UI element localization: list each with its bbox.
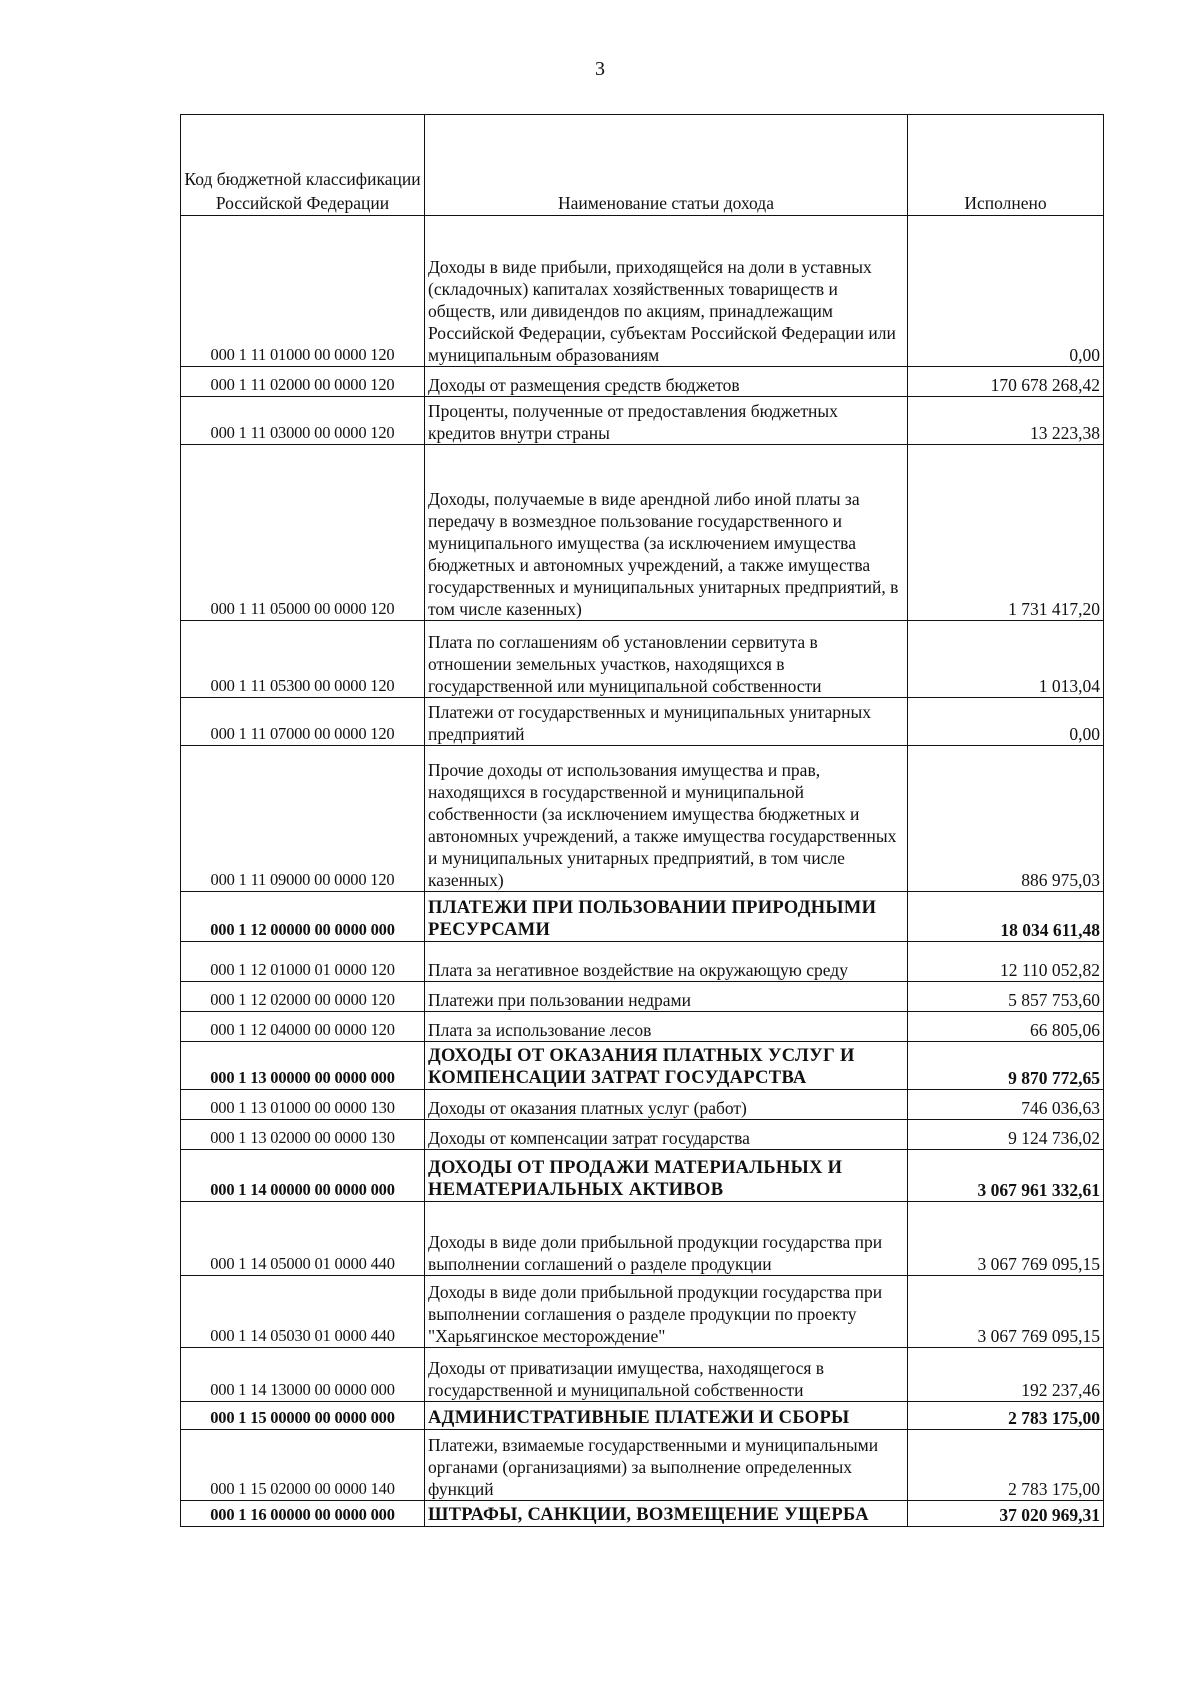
- table-row: [181, 1276, 1104, 1348]
- row-code: 000 1 13 02000 00 0000 130: [181, 1120, 425, 1150]
- row-name: ПЛАТЕЖИ ПРИ ПОЛЬЗОВАНИИ ПРИРОДНЫМИ РЕСУРСАМИ: [425, 892, 908, 942]
- row-code: 000 1 11 05300 00 0000 120: [181, 621, 425, 698]
- row-name: Платежи при пользовании недрами: [425, 982, 908, 1012]
- row-sum: 2 783 175,00: [908, 1402, 1104, 1430]
- row-sum: 886 975,03: [908, 746, 1104, 892]
- header-name: Наименование статьи дохода: [425, 115, 908, 216]
- row-code: 000 1 15 00000 00 0000 000: [181, 1402, 425, 1430]
- row-code: 000 1 14 05000 01 0000 440: [181, 1202, 425, 1276]
- revenue-table: [180, 114, 1104, 1527]
- table-row: [181, 445, 1104, 621]
- table-row: [181, 367, 1104, 397]
- row-sum: 192 237,46: [908, 1348, 1104, 1402]
- row-name: Доходы, получаемые в виде арендной либо иной платы за передачу в возмездное пользование государственного и муниципального имущества (за исключением имущества бюджетных и автономных учреждений, а также имущества государственных и муниципальных унитарных предприятий, в том числе казенных): [425, 445, 908, 621]
- table-header-row: [181, 115, 1104, 216]
- table-row: [181, 216, 1104, 367]
- row-code: 000 1 13 01000 00 0000 130: [181, 1090, 425, 1120]
- table-row: [181, 942, 1104, 982]
- row-sum: 9 124 736,02: [908, 1120, 1104, 1150]
- table-row: [181, 397, 1104, 445]
- header-sum: Исполнено: [908, 115, 1104, 216]
- row-name: Доходы от компенсации затрат государства: [425, 1120, 908, 1150]
- row-name: Плата за негативное воздействие на окружающую среду: [425, 942, 908, 982]
- table-row: [181, 1012, 1104, 1042]
- row-sum: 170 678 268,42: [908, 367, 1104, 397]
- row-name: Плата за использование лесов: [425, 1012, 908, 1042]
- row-name: АДМИНИСТРАТИВНЫЕ ПЛАТЕЖИ И СБОРЫ: [425, 1402, 908, 1430]
- row-name: ДОХОДЫ ОТ ПРОДАЖИ МАТЕРИАЛЬНЫХ И НЕМАТЕРИАЛЬНЫХ АКТИВОВ: [425, 1150, 908, 1202]
- row-sum: 37 020 969,31: [908, 1501, 1104, 1527]
- row-code: 000 1 12 01000 01 0000 120: [181, 942, 425, 982]
- row-name: Доходы в виде доли прибыльной продукции государства при выполнении соглашения о разделе продукции по проекту "Харьягинское месторождение": [425, 1276, 908, 1348]
- row-sum: 12 110 052,82: [908, 942, 1104, 982]
- header-code: Код бюджетной классификации Российской Федерации: [181, 115, 425, 216]
- row-sum: 18 034 611,48: [908, 892, 1104, 942]
- row-sum: 1 731 417,20: [908, 445, 1104, 621]
- row-name: Доходы в виде доли прибыльной продукции государства при выполнении соглашений о разделе продукции: [425, 1202, 908, 1276]
- row-name: Платежи от государственных и муниципальных унитарных предприятий: [425, 698, 908, 746]
- table-row: [181, 1348, 1104, 1402]
- row-code: 000 1 14 13000 00 0000 000: [181, 1348, 425, 1402]
- row-code: 000 1 16 00000 00 0000 000: [181, 1501, 425, 1527]
- row-name: Доходы от оказания платных услуг (работ): [425, 1090, 908, 1120]
- table-row: [181, 982, 1104, 1012]
- table-row: [181, 621, 1104, 698]
- row-name: Плата по соглашениям об установлении сервитута в отношении земельных участков, находящихся в государственной или муниципальной собственности: [425, 621, 908, 698]
- row-sum: 3 067 769 095,15: [908, 1202, 1104, 1276]
- row-code: 000 1 14 05030 01 0000 440: [181, 1276, 425, 1348]
- row-name: ДОХОДЫ ОТ ОКАЗАНИЯ ПЛАТНЫХ УСЛУГ И КОМПЕНСАЦИИ ЗАТРАТ ГОСУДАРСТВА: [425, 1042, 908, 1090]
- table-row-section: [181, 1042, 1104, 1090]
- row-sum: 0,00: [908, 216, 1104, 367]
- table-row: [181, 746, 1104, 892]
- row-sum: 3 067 769 095,15: [908, 1276, 1104, 1348]
- row-code: 000 1 11 02000 00 0000 120: [181, 367, 425, 397]
- table-row: [181, 1090, 1104, 1120]
- row-code: 000 1 15 02000 00 0000 140: [181, 1430, 425, 1501]
- row-name: Доходы в виде прибыли, приходящейся на доли в уставных (складочных) капиталах хозяйственных товариществ и обществ, или дивидендов по акциям, принадлежащим Российской Федерации, субъектам Российской Федерации или муниципальным образованиям: [425, 216, 908, 367]
- row-sum: 2 783 175,00: [908, 1430, 1104, 1501]
- row-code: 000 1 11 07000 00 0000 120: [181, 698, 425, 746]
- table-row-section: [181, 1150, 1104, 1202]
- table-row-section: [181, 892, 1104, 942]
- row-code: 000 1 12 00000 00 0000 000: [181, 892, 425, 942]
- row-sum: 0,00: [908, 698, 1104, 746]
- table-row: [181, 1430, 1104, 1501]
- row-sum: 5 857 753,60: [908, 982, 1104, 1012]
- row-name: Платежи, взимаемые государственными и муниципальными органами (организациями) за выполнение определенных функций: [425, 1430, 908, 1501]
- row-sum: 746 036,63: [908, 1090, 1104, 1120]
- row-code: 000 1 11 05000 00 0000 120: [181, 445, 425, 621]
- row-code: 000 1 12 02000 00 0000 120: [181, 982, 425, 1012]
- row-name: ШТРАФЫ, САНКЦИИ, ВОЗМЕЩЕНИЕ УЩЕРБА: [425, 1501, 908, 1527]
- row-code: 000 1 13 00000 00 0000 000: [181, 1042, 425, 1090]
- row-sum: 66 805,06: [908, 1012, 1104, 1042]
- row-sum: 3 067 961 332,61: [908, 1150, 1104, 1202]
- row-code: 000 1 11 03000 00 0000 120: [181, 397, 425, 445]
- row-code: 000 1 11 09000 00 0000 120: [181, 746, 425, 892]
- table-row-section: [181, 1402, 1104, 1430]
- row-code: 000 1 11 01000 00 0000 120: [181, 216, 425, 367]
- page-number: 3: [595, 58, 605, 80]
- table-row: [181, 1120, 1104, 1150]
- row-name: Доходы от приватизации имущества, находящегося в государственной и муниципальной собственности: [425, 1348, 908, 1402]
- row-sum: 9 870 772,65: [908, 1042, 1104, 1090]
- row-name: Прочие доходы от использования имущества и прав, находящихся в государственной и муниципальной собственности (за исключением имущества бюджетных и автономных учреждений, а также имущества государственных и муниципальных унитарных предприятий, в том числе казенных): [425, 746, 908, 892]
- table-row: [181, 1202, 1104, 1276]
- table-row-section: [181, 1501, 1104, 1527]
- row-name: Проценты, полученные от предоставления бюджетных кредитов внутри страны: [425, 397, 908, 445]
- row-code: 000 1 12 04000 00 0000 120: [181, 1012, 425, 1042]
- row-sum: 1 013,04: [908, 621, 1104, 698]
- row-code: 000 1 14 00000 00 0000 000: [181, 1150, 425, 1202]
- row-name: Доходы от размещения средств бюджетов: [425, 367, 908, 397]
- row-sum: 13 223,38: [908, 397, 1104, 445]
- table-row: [181, 698, 1104, 746]
